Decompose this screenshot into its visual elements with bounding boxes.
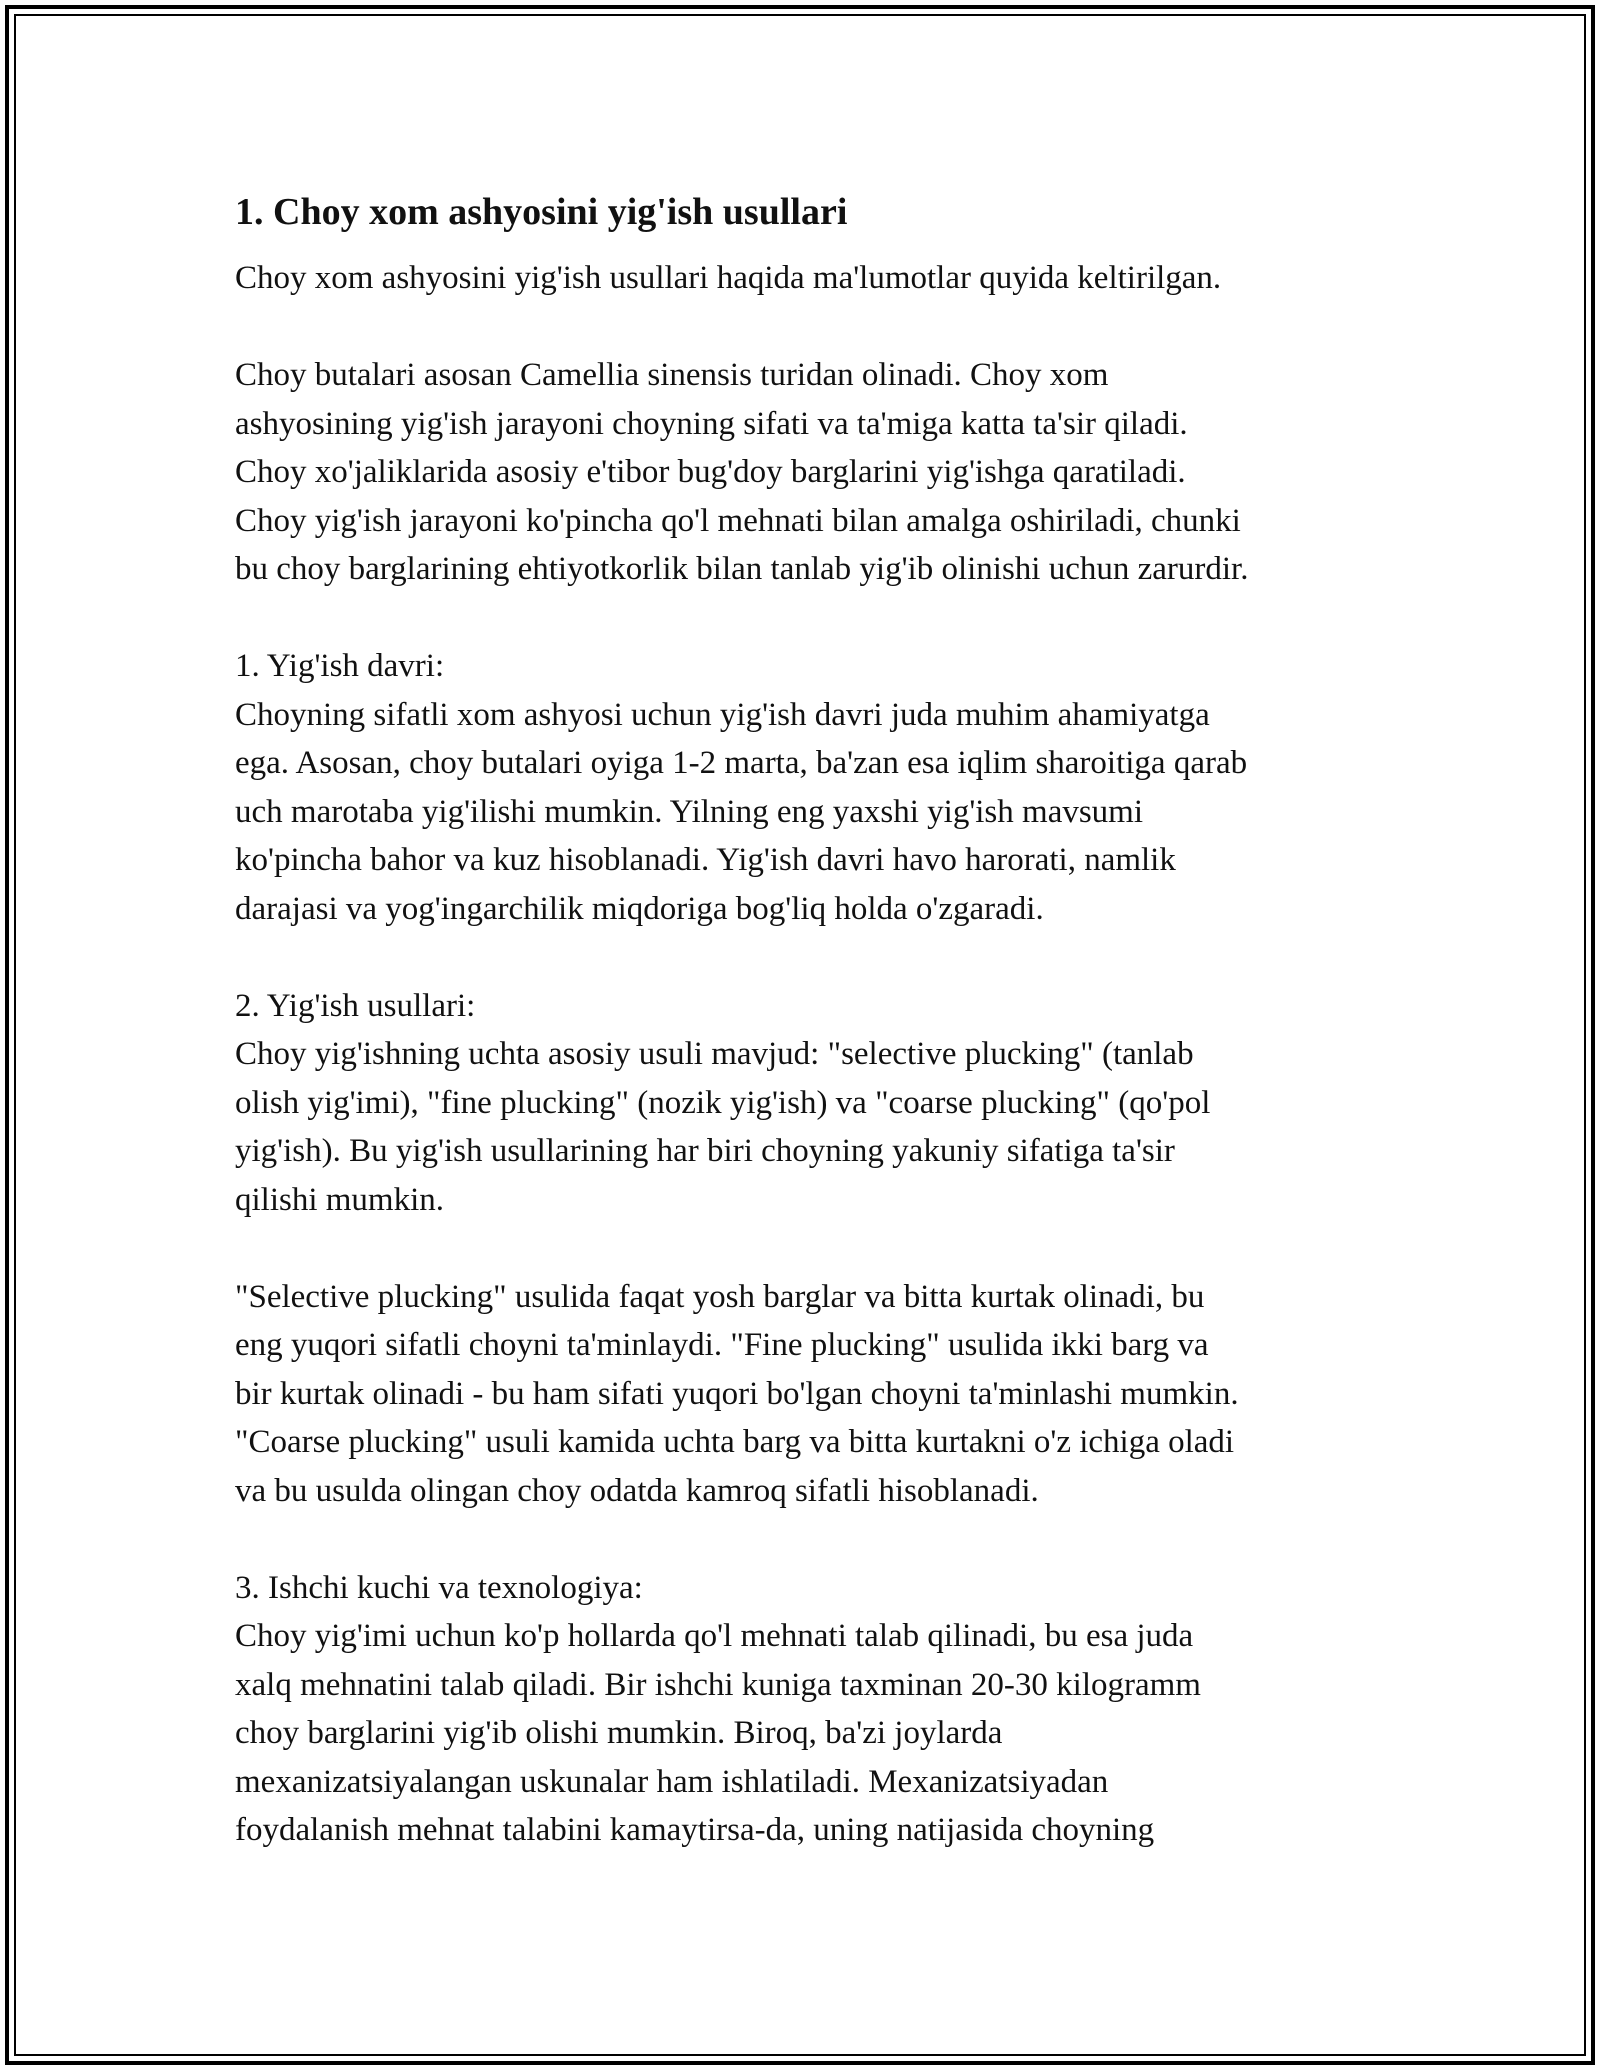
intro-paragraph: Choy xom ashyosini yig'ish usullari haqida ma'lumotlar quyida keltirilgan. <box>235 260 1222 296</box>
paragraph-harvest-methods: 2. Yig'ish usullari: Choy yig'ishning uchta asosiy usuli mavjud: "selective plucking" (tanlab olish yig'imi), "fine plucking" (nozik yig'ish) va "coarse plucking" (qo'pol yig'ish). Bu yig'ish usullarining har biri choyning yakuniy sifatiga ta'sir qilishi mumkin. <box>235 987 1211 1218</box>
document-body <box>235 186 1385 1855</box>
paragraph-plucking-types: "Selective plucking" usulida faqat yosh barglar va bitta kurtak olinadi, bu eng yuqori sifatli choyni ta'minlaydi. "Fine plucking" usulida ikki barg va bir kurtak olinadi - bu ham sifati yuqori bo'lgan choyni ta'minlashi mumkin. "Coarse plucking" usuli kamida uchta barg va bitta kurtakni o'z ichiga oladi va bu usulda olingan choy odatda kamroq sifatli hisoblanadi. <box>235 1278 1239 1509</box>
paragraph-camellia: Choy butalari asosan Camellia sinensis turidan olinadi. Choy xom ashyosining yig'ish jarayoni choyning sifati va ta'miga katta ta'sir qiladi. Choy xo'jaliklarida asosiy e'tibor bug'doy barglarini yig'ishga qaratiladi. Choy yig'ish jarayoni ko'pincha qo'l mehnati bilan amalga oshiriladi, chunki bu choy barglarining ehtiyotkorlik bilan tanlab yig'ib olinishi uchun zarurdir. <box>235 357 1249 587</box>
section-heading: 1. Choy xom ashyosini yig'ish usullari <box>235 191 848 233</box>
paragraph-harvest-period: 1. Yig'ish davri: Choyning sifatli xom ashyosi uchun yig'ish davri juda muhim ahamiyatga ega. Asosan, choy butalari oyiga 1-2 marta, ba'zan esa iqlim sharoitiga qarab uch marotaba yig'ilishi mumkin. Yilning eng yaxshi yig'ish mavsumi ko'pincha bahor va kuz hisoblanadi. Yig'ish davri havo harorati, namlik darajasi va yog'ingarchilik miqdoriga bog'liq holda o'zgaradi. <box>235 648 1248 927</box>
paragraph-labor-technology: 3. Ishchi kuchi va texnologiya: Choy yig'imi uchun ko'p hollarda qo'l mehnati talab qilinadi, bu esa juda xalq mehnatini talab qiladi. Bir ishchi kuniga taxminan 20-30 kilogramm choy barglarini yig'ib olishi mumkin. Biroq, ba'zi joylarda mexanizatsiyalangan uskunalar ham ishlatiladi. Mexanizatsiyadan foydalanish mehnat talabini kamaytirsa-da, uning natijasida choyning <box>235 1569 1201 1848</box>
